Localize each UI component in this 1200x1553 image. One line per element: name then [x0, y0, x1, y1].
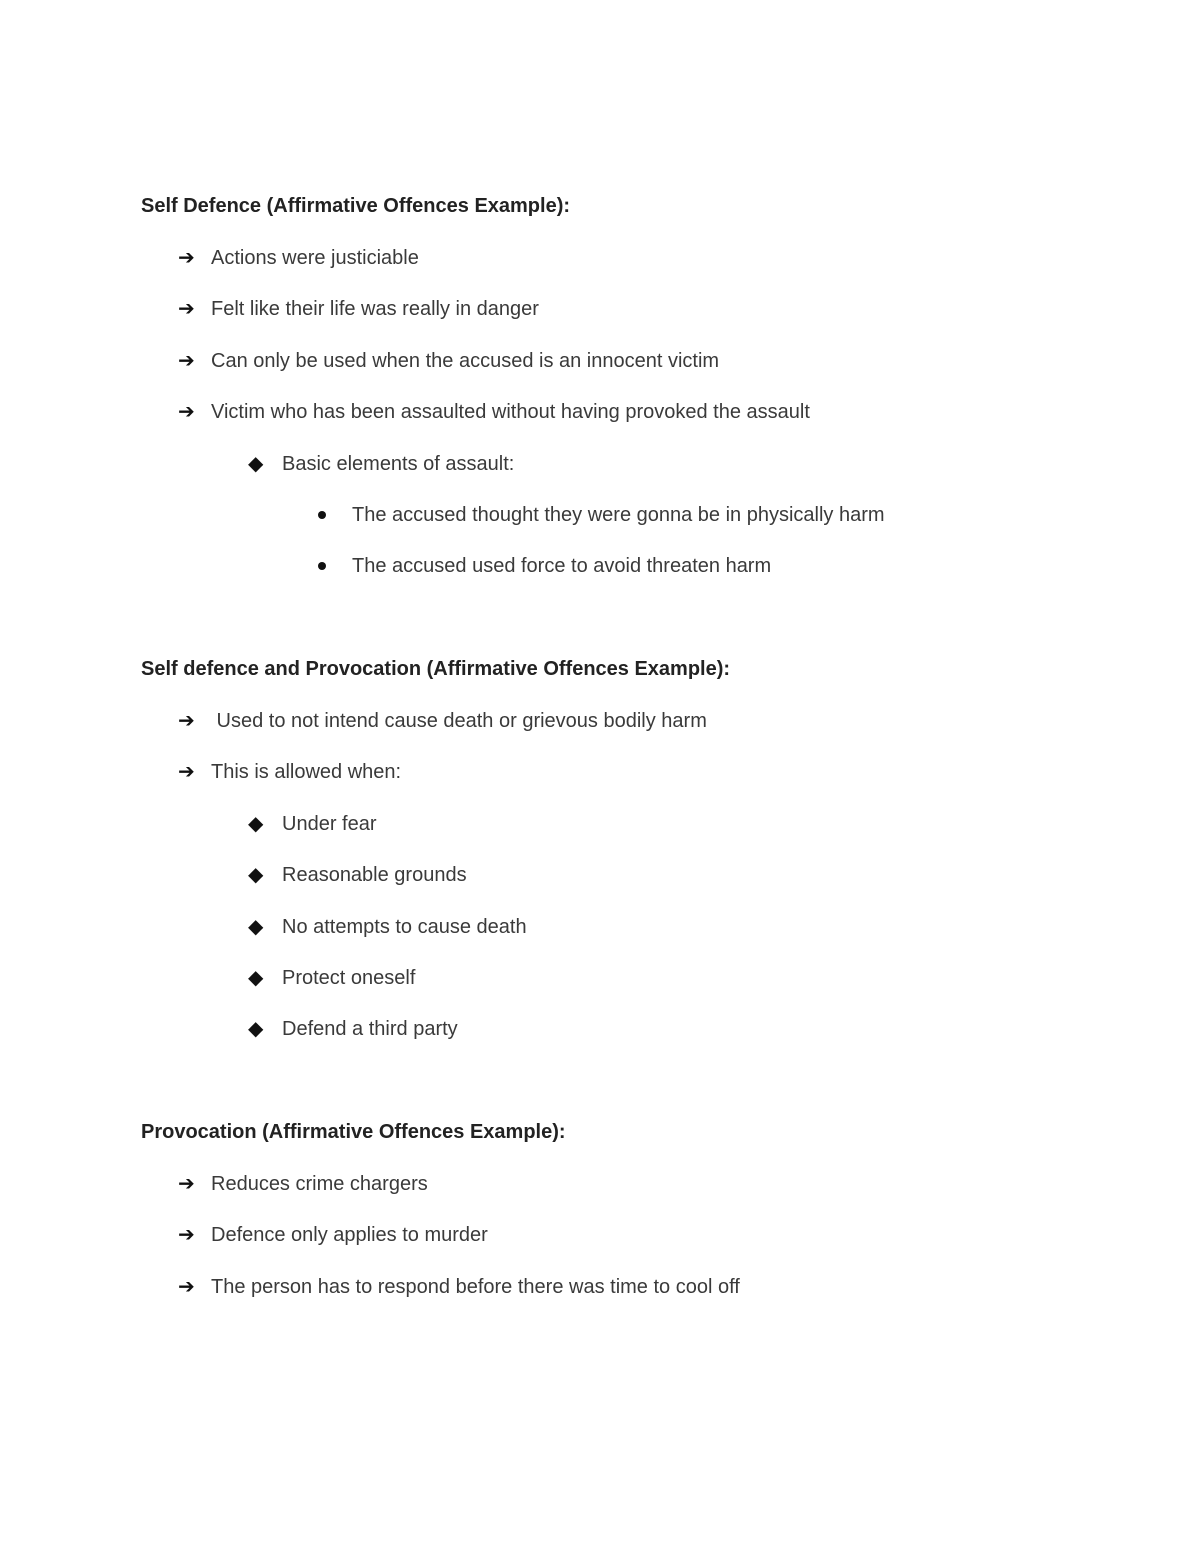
list-item: [0, 246, 1200, 270]
list-item: [0, 966, 1200, 990]
list-item-text: Actions were justiciable: [211, 247, 419, 269]
list-item-text: Victim who has been assaulted without having provoked the assault: [211, 401, 810, 424]
list-item: [0, 915, 1200, 939]
arrow-icon: ➔: [178, 247, 195, 269]
list-item: [0, 452, 1200, 476]
list-item-text: Under fear: [282, 812, 377, 835]
dot-icon: [318, 511, 326, 519]
list-item-text: Defend a third party: [282, 1018, 458, 1041]
list-item-text: Can only be used when the accused is an innocent victim: [211, 349, 720, 372]
dot-icon: [318, 562, 326, 570]
list-item-text: Defence only applies to murder: [211, 1224, 488, 1247]
diamond-icon: ◆: [248, 915, 264, 938]
arrow-icon: ➔: [178, 761, 195, 784]
list-item: [0, 400, 1200, 424]
list-item: [0, 554, 1200, 578]
list-item-text: Reduces crime chargers: [211, 1173, 428, 1195]
list-item: [0, 1017, 1200, 1041]
list-item-text: Reasonable grounds: [282, 864, 467, 887]
arrow-icon: ➔: [178, 1224, 195, 1247]
arrow-icon: ➔: [178, 1275, 195, 1298]
list-item-text: Protect oneself: [282, 967, 416, 989]
list-item: [0, 709, 1200, 733]
list-item-text: Felt like their life was really in danger: [211, 298, 539, 321]
list-item: [0, 863, 1200, 887]
list-item-text: The accused thought they were gonna be in physically harm: [352, 504, 885, 526]
list-item: [0, 1172, 1200, 1196]
section-heading: Provocation (Affirmative Offences Example):: [141, 1121, 566, 1143]
arrow-icon: ➔: [178, 1173, 195, 1195]
list-item: [0, 349, 1200, 373]
arrow-icon: ➔: [178, 710, 195, 732]
section-heading: Self defence and Provocation (Affirmative Offences Example):: [141, 658, 731, 680]
section-heading: Self Defence (Affirmative Offences Example):: [141, 195, 571, 217]
list-item: [0, 503, 1200, 527]
list-item-text: The person has to respond before there was time to cool off: [211, 1275, 740, 1298]
list-item: [0, 1223, 1200, 1247]
arrow-icon: ➔: [178, 401, 195, 424]
list-item: [0, 297, 1200, 321]
diamond-icon: ◆: [248, 864, 264, 887]
list-item: [0, 1275, 1200, 1299]
list-item-text: The accused used force to avoid threaten harm: [352, 555, 772, 578]
list-item-text: This is allowed when:: [211, 761, 402, 784]
list-item: [0, 812, 1200, 836]
diamond-icon: ◆: [248, 1018, 264, 1041]
arrow-icon: ➔: [178, 298, 195, 321]
list-item-text: Used to not intend cause death or grievous bodily harm: [211, 710, 707, 732]
arrow-icon: ➔: [178, 349, 195, 372]
diamond-icon: ◆: [248, 812, 264, 835]
diamond-icon: ◆: [248, 967, 264, 989]
list-item: [0, 760, 1200, 784]
list-item-text: Basic elements of assault:: [282, 452, 515, 475]
diamond-icon: ◆: [248, 452, 264, 475]
list-item-text: No attempts to cause death: [282, 915, 527, 938]
